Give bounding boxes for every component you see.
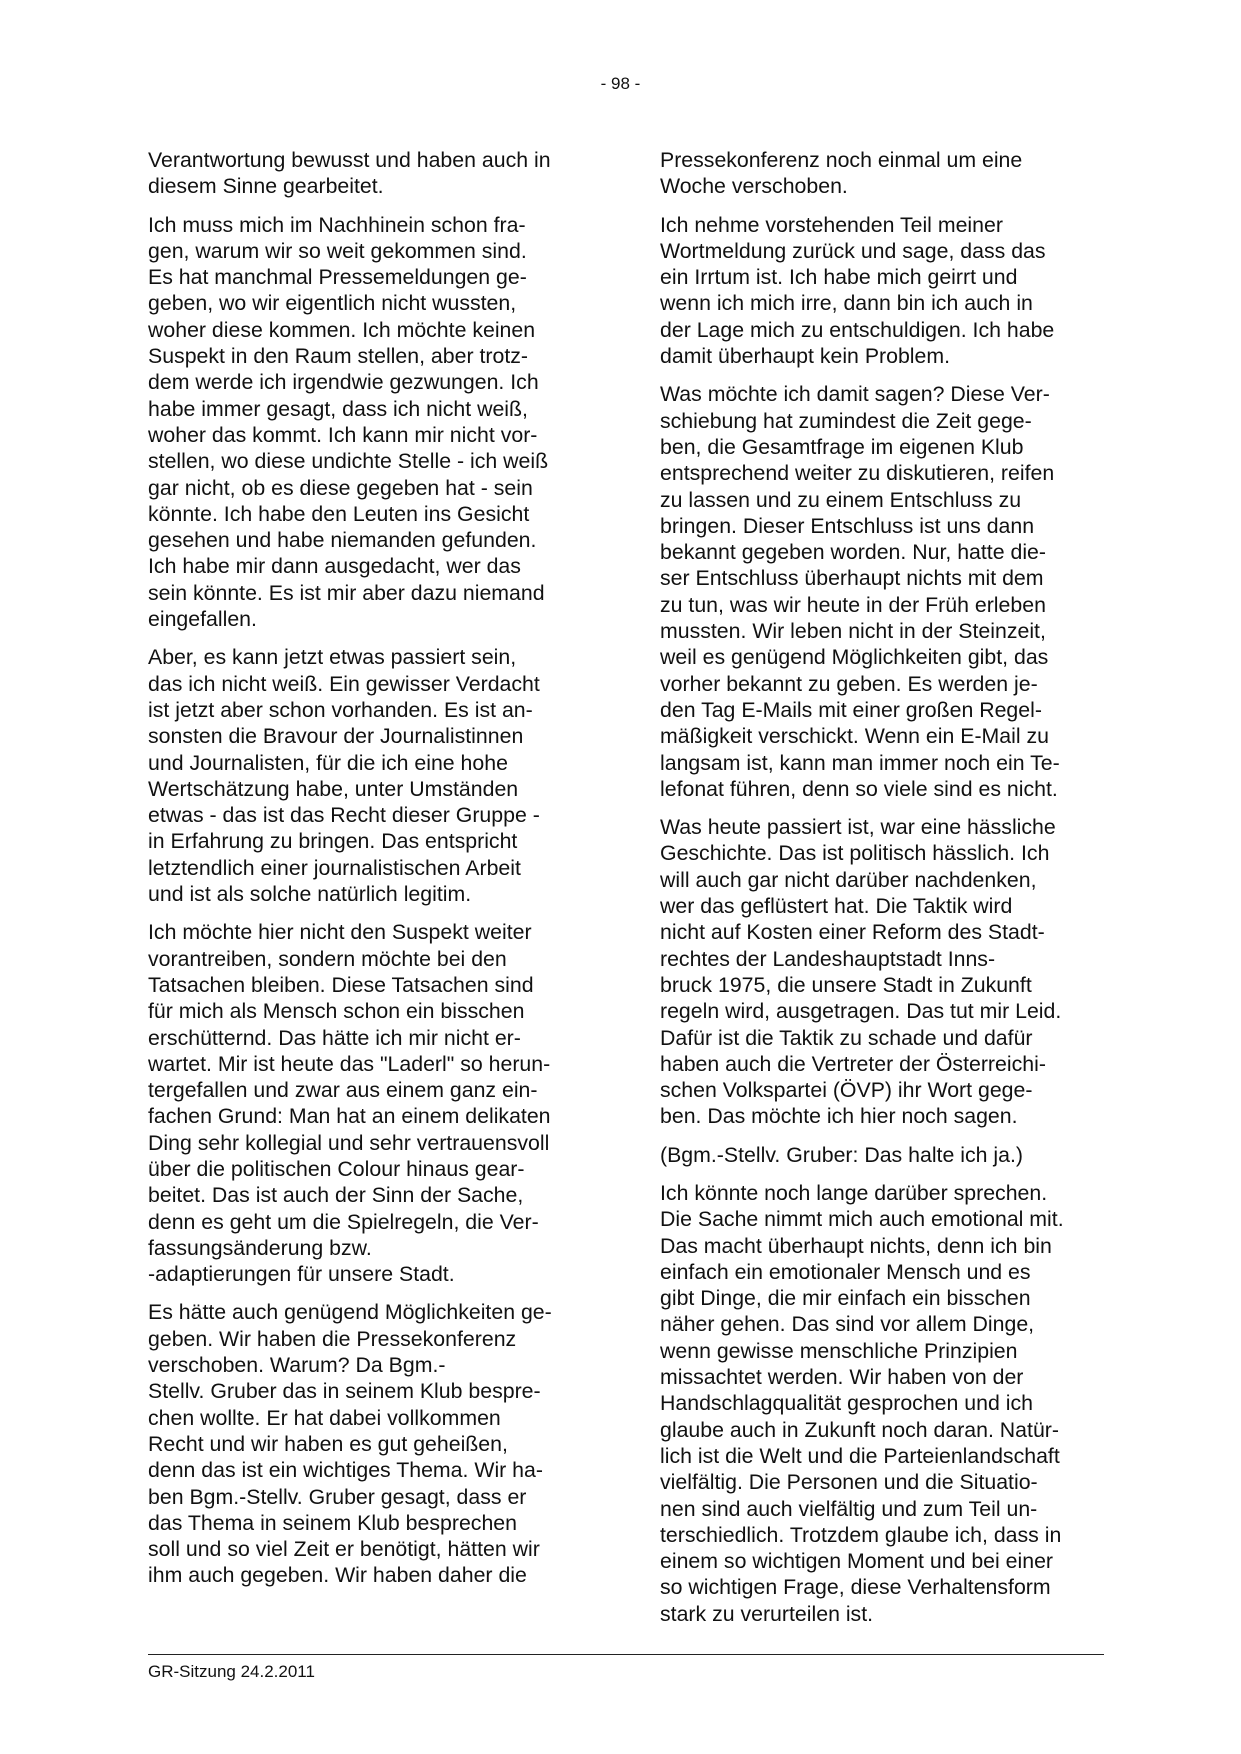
text-line: nicht auf Kosten einer Reform des Stadt- [660,920,1045,945]
text-line: ben Bgm.-Stellv. Gruber gesagt, dass er [148,1484,527,1509]
text-line: der Lage mich zu entschuldigen. Ich habe [660,317,1055,342]
text-line: missachtet werden. Wir haben von der [660,1365,1024,1390]
text-line: haben auch die Vertreter der Österreichi- [660,1051,1046,1076]
text-line: mussten. Wir leben nicht in der Steinzeit, [660,619,1046,644]
text-line: glaube auch in Zukunft noch daran. Natür- [660,1417,1059,1442]
text-line: bruck 1975, die unsere Stadt in Zukunft [660,972,1032,997]
text-line: zu lassen und zu einem Entschluss zu [660,487,1022,512]
text-line: Tatsachen bleiben. Diese Tatsachen sind [148,972,534,997]
text-line: Aber, es kann jetzt etwas passiert sein, [148,645,517,670]
text-line: verschoben. Warum? Da Bgm.- [148,1353,446,1378]
text-line: denn das ist ein wichtiges Thema. Wir ha- [148,1458,543,1483]
text-line: stellen, wo diese undichte Stelle - ich weiß [148,449,549,474]
paragraph [148,919,600,1287]
text-line: wenn ich mich irre, dann bin ich auch in [660,291,1033,316]
text-line: geben. Wir haben die Pressekonferenz [148,1326,517,1351]
left-text-column [148,147,600,1601]
text-line: Wortmeldung zurück und sage, dass das [660,238,1046,263]
text-line: ihm auch gegeben. Wir haben daher die [148,1563,527,1588]
paragraph [660,381,1112,802]
text-line: könnte. Ich habe den Leuten ins Gesicht [148,501,530,526]
text-line: erschütternd. Das hätte ich mir nicht er- [148,1025,521,1050]
paragraph [660,147,1112,200]
text-line: vielfältig. Die Personen und die Situatio- [660,1470,1038,1495]
text-line: ben. Das möchte ich hier noch sagen. [660,1104,1018,1129]
text-line: fachen Grund: Man hat an einem delikaten [148,1104,551,1129]
text-line: gen, warum wir so weit gekommen sind. [148,238,527,263]
footer-session-date: GR-Sitzung 24.2.2011 [148,1662,315,1681]
text-line: über die politischen Colour hinaus gear- [148,1156,525,1181]
text-line: langsam ist, kann man immer noch ein Te- [660,750,1060,775]
text-line: sonsten die Bravour der Journalistinnen [148,724,524,749]
text-line: Verantwortung bewusst und haben auch in [148,148,551,172]
page-number: - 98 - [600,74,641,93]
text-line: Was möchte ich damit sagen? Diese Ver- [660,382,1050,407]
text-line: in Erfahrung zu bringen. Das entspricht [148,829,518,854]
text-line: Suspekt in den Raum stellen, aber trotz- [148,344,528,369]
text-line: denn es geht um die Spielregeln, die Ver- [148,1209,539,1234]
text-line: mäßigkeit verschickt. Wenn ein E-Mail zu [660,724,1049,749]
text-line: Pressekonferenz noch einmal um eine [660,148,1023,172]
text-line: gibt Dinge, die mir einfach ein bisschen [660,1286,1031,1311]
text-line: sein könnte. Es ist mir aber dazu niemand [148,580,545,605]
text-line: Wertschätzung habe, unter Umständen [148,776,519,801]
text-line: beitet. Das ist auch der Sinn der Sache, [148,1183,524,1208]
text-line: wer das geflüstert hat. Die Taktik wird [660,894,1013,919]
text-line: wenn gewisse menschliche Prinzipien [660,1338,1018,1363]
text-line: das ich nicht weiß. Ein gewisser Verdacht [148,671,540,696]
paragraph [148,1299,600,1588]
text-line: ein Irrtum ist. Ich habe mich geirrt und [660,265,1018,290]
text-line: stark zu verurteilen ist. [660,1601,874,1626]
text-line: Handschlagqualität gesprochen und ich [660,1391,1033,1416]
text-line: einem so wichtigen Moment und bei einer [660,1549,1054,1574]
text-line: dem werde ich irgendwie gezwungen. Ich [148,370,539,395]
text-line: Dafür ist die Taktik zu schade und dafür [660,1025,1033,1050]
text-line: Stellv. Gruber das in seinem Klub bespre- [148,1379,541,1404]
text-line: zu tun, was wir heute in der Früh erleben [660,592,1046,617]
text-line: nen sind auch vielfältig und zum Teil un- [660,1496,1038,1521]
paragraph [660,1180,1112,1627]
text-line: will auch gar nicht darüber nachdenken, [660,867,1037,892]
text-line: einfach ein emotionaler Mensch und es [660,1259,1031,1284]
paragraph [148,644,600,907]
text-line: das Thema in seinem Klub besprechen [148,1510,517,1535]
text-line: Ich nehme vorstehenden Teil meiner [660,212,1003,237]
text-line: Recht und wir haben es gut geheißen, [148,1431,508,1456]
text-line: Das macht überhaupt nichts, denn ich bin [660,1233,1052,1258]
text-line: Es hätte auch genügend Möglichkeiten ge- [148,1300,552,1325]
text-line: so wichtigen Frage, diese Verhaltensform [660,1575,1051,1600]
text-line: gesehen und habe niemanden gefunden. [148,528,537,553]
text-line: den Tag E-Mails mit einer großen Regel- [660,697,1042,722]
text-line: woher das kommt. Ich kann mir nicht vor- [148,422,538,447]
text-line: terschiedlich. Trotzdem glaube ich, dass in [660,1522,1062,1547]
text-line: Ding sehr kollegial und sehr vertrauensvoll [148,1130,550,1155]
text-line: und Journalisten, für die ich eine hohe [148,750,508,775]
text-line: lich ist die Welt und die Parteienlandschaft [660,1443,1060,1468]
text-line: gar nicht, ob es diese gegeben hat - sein [148,475,533,500]
text-line: für mich als Mensch schon ein bisschen [148,999,525,1024]
text-line: tergefallen und zwar aus einem ganz ein- [148,1078,538,1103]
footer-divider [148,1654,1104,1655]
text-line: damit überhaupt kein Problem. [660,344,951,369]
text-line: schiebung hat zumindest die Zeit gege- [660,408,1032,433]
paragraph [660,1142,1112,1168]
text-line: Ich habe mir dann ausgedacht, wer das [148,554,521,579]
text-line: chen wollte. Er hat dabei vollkommen [148,1405,501,1430]
text-line: wartet. Mir ist heute das "Laderl" so herun- [148,1051,551,1076]
text-line: diesem Sinne gearbeitet. [148,174,384,199]
text-line: letztendlich einer journalistischen Arbeit [148,855,521,880]
text-line: rechtes der Landeshauptstadt Inns- [660,946,996,971]
text-line: Es hat manchmal Pressemeldungen ge- [148,265,527,290]
text-line: soll und so viel Zeit er benötigt, hätten wir [148,1537,540,1562]
text-line: ist jetzt aber schon vorhanden. Es ist an- [148,697,533,722]
text-line: ben, die Gesamtfrage im eigenen Klub [660,434,1024,459]
text-line: weil es genügend Möglichkeiten gibt, das [660,645,1049,670]
text-line: entsprechend weiter zu diskutieren, reifen [660,461,1055,486]
text-line: habe immer gesagt, dass ich nicht weiß, [148,396,528,421]
text-line: regeln wird, ausgetragen. Das tut mir Leid. [660,999,1062,1024]
text-line: Ich möchte hier nicht den Suspekt weiter [148,920,532,945]
text-line: -adaptierungen für unsere Stadt. [148,1262,455,1287]
text-line: Geschichte. Das ist politisch hässlich. Ich [660,841,1050,866]
text-line: fassungsänderung bzw. [148,1235,372,1260]
text-line: bekannt gegeben worden. Nur, hatte die- [660,540,1046,565]
text-line: woher diese kommen. Ich möchte keinen [148,317,536,342]
text-line: (Bgm.-Stellv. Gruber: Das halte ich ja.) [660,1142,1023,1167]
right-text-column [660,147,1112,1639]
text-line: Was heute passiert ist, war eine hässliche [660,815,1056,840]
text-line: bringen. Dieser Entschluss ist uns dann [660,513,1035,538]
text-line: lefonat führen, denn so viele sind es nicht. [660,776,1058,801]
text-line: geben, wo wir eigentlich nicht wussten, [148,291,517,316]
text-line: vorantreiben, sondern möchte bei den [148,946,507,971]
text-line: Ich muss mich im Nachhinein schon fra- [148,212,526,237]
text-line: Woche verschoben. [660,174,848,199]
text-line: vorher bekannt zu geben. Es werden je- [660,671,1038,696]
text-line: ser Entschluss überhaupt nichts mit dem [660,566,1044,591]
paragraph [148,147,600,200]
text-line: Ich könnte noch lange darüber sprechen. [660,1180,1048,1205]
text-line: eingefallen. [148,607,257,632]
text-line: schen Volkspartei (ÖVP) ihr Wort gege- [660,1078,1033,1103]
text-line: etwas - das ist das Recht dieser Gruppe - [148,803,540,828]
text-line: und ist als solche natürlich legitim. [148,882,472,907]
text-line: näher gehen. Das sind vor allem Dinge, [660,1312,1035,1337]
paragraph [660,212,1112,370]
paragraph [148,212,600,633]
paragraph [660,814,1112,1130]
text-line: Die Sache nimmt mich auch emotional mit. [660,1207,1064,1232]
